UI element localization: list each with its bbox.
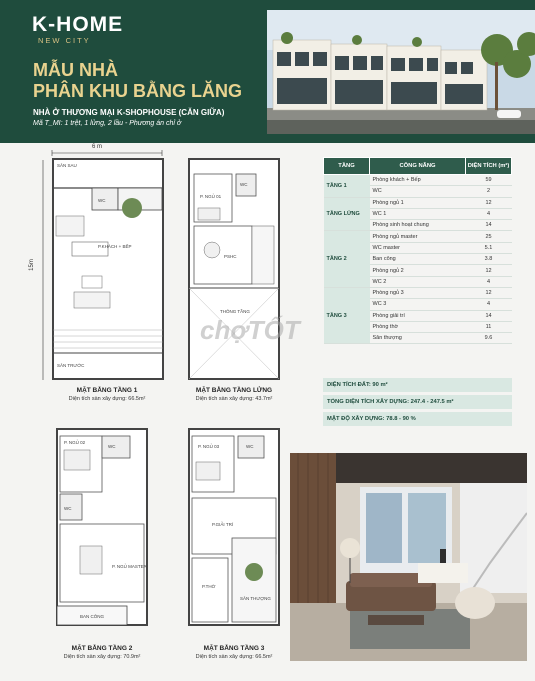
room-label: P. NGỦ 03 <box>198 444 220 449</box>
length-dimension: 15m <box>28 259 35 271</box>
function-cell: Phòng ngủ master <box>370 231 466 242</box>
table-row <box>324 197 512 208</box>
header-banner <box>0 0 535 143</box>
level-cell: TẦNG 1 <box>324 175 370 198</box>
density-summary: MẬT ĐỘ XÂY DỰNG: 78.8 - 90 % <box>323 412 512 426</box>
function-cell: Phòng ngủ 3 <box>370 287 466 298</box>
floor-plan-tang-1 <box>52 158 164 380</box>
area-cell: 2 <box>466 186 512 197</box>
plan-caption-tang-lung <box>179 387 289 402</box>
plan-title: MẶT BẰNG TẦNG 2 <box>71 645 133 652</box>
plan-title: MẶT BẰNG TẦNG 3 <box>203 645 265 652</box>
level-cell: TẦNG 2 <box>324 231 370 287</box>
room-label: BAN CÔNG <box>80 614 105 619</box>
exterior-render-image <box>267 10 535 134</box>
function-cell: Sân thượng <box>370 333 466 344</box>
room-label: WC <box>98 198 106 203</box>
plan-area-text: Diện tích sàn xây dựng: 66.5m² <box>195 654 273 660</box>
house-type-subtitle: NHÀ Ở THƯƠNG MẠI K-SHOPHOUSE (CĂN GIỮA) <box>33 108 225 117</box>
table-row <box>324 231 512 242</box>
area-cell: 5.1 <box>466 242 512 253</box>
floor-plan-tang-2 <box>56 428 148 640</box>
plan-caption-tang-3 <box>179 645 289 660</box>
area-cell: 3.8 <box>466 254 512 265</box>
page-title-line1: MẪU NHÀ <box>33 60 118 80</box>
floor-plan-tang-lung <box>188 158 280 380</box>
level-cell: TẦNG LỬNG <box>324 197 370 231</box>
room-label: THÔNG TẦNG <box>220 309 250 314</box>
room-label: P. NGỦ 02 <box>64 440 86 445</box>
room-label: P. NGỦ 01 <box>200 194 222 199</box>
function-cell: WC master <box>370 242 466 253</box>
table-row <box>324 175 512 186</box>
table-header: DIỆN TÍCH (m²) <box>466 158 512 175</box>
width-dimension-line <box>50 150 165 156</box>
room-label: P.THỜ <box>202 584 216 589</box>
area-cell: 59 <box>466 175 512 186</box>
area-cell: 12 <box>466 265 512 276</box>
function-cell: Ban công <box>370 254 466 265</box>
function-cell: Phòng sinh hoạt chung <box>370 220 466 231</box>
brand-name: K-HOME <box>32 13 124 36</box>
room-label: SÂN SAU <box>57 163 77 168</box>
table-row <box>324 287 512 298</box>
room-label: P.KHÁCH + BẾP <box>98 244 132 249</box>
width-dimension: 6 m <box>92 144 103 150</box>
length-dimension-line <box>40 160 46 380</box>
plan-caption-tang-1 <box>52 387 162 402</box>
area-cell: 4 <box>466 299 512 310</box>
brand-sub: NEW CITY <box>38 36 91 45</box>
land-area-summary: DIỆN TÍCH ĐẤT: 90 m² <box>323 378 512 392</box>
function-cell: Phòng thờ <box>370 321 466 332</box>
house-code-note: Mã T_MI: 1 trệt, 1 lửng, 2 lầu - Phương án chỉ ở <box>33 120 182 127</box>
total-area-summary: TỔNG DIỆN TÍCH XÂY DỰNG: 247.4 - 247.5 m² <box>323 395 512 409</box>
room-label: P.GIẢI TRÍ <box>212 522 234 527</box>
level-cell: TẦNG 3 <box>324 287 370 343</box>
room-label: P. NGỦ MASTER <box>112 564 147 569</box>
function-cell: WC 3 <box>370 299 466 310</box>
table-header: TẦNG <box>324 158 370 175</box>
area-cell: 4 <box>466 208 512 219</box>
function-cell: Phòng ngủ 2 <box>370 265 466 276</box>
room-label: SÂN THƯỢNG <box>240 596 271 601</box>
function-cell: Phòng giải trí <box>370 310 466 321</box>
area-cell: 9.6 <box>466 333 512 344</box>
area-cell: 25 <box>466 231 512 242</box>
room-label: WC <box>246 444 254 449</box>
function-cell: WC 1 <box>370 208 466 219</box>
interior-render-image <box>290 453 527 661</box>
area-cell: 12 <box>466 287 512 298</box>
function-cell: Phòng ngủ 1 <box>370 197 466 208</box>
plan-area-text: Diện tích sàn xây dựng: 70.9m² <box>63 654 141 660</box>
brand-logo <box>32 14 123 45</box>
page-title-line2: PHÂN KHU BẰNG LĂNG <box>33 81 242 101</box>
plan-area-text: Diện tích sàn xây dựng: 43.7m² <box>195 396 273 402</box>
room-label: SÂN TRƯỚC <box>57 363 85 368</box>
room-label: WC <box>64 506 72 511</box>
area-cell: 4 <box>466 276 512 287</box>
table-header-row <box>324 158 512 175</box>
area-cell: 14 <box>466 220 512 231</box>
area-table <box>323 157 512 344</box>
function-cell: WC 2 <box>370 276 466 287</box>
room-label: WC <box>108 444 116 449</box>
room-label: PSHC <box>224 254 237 259</box>
plan-title: MẶT BẰNG TẦNG LỬNG <box>195 387 273 394</box>
plan-caption-tang-2 <box>47 645 157 660</box>
area-cell: 14 <box>466 310 512 321</box>
floor-plan-tang-3 <box>188 428 280 640</box>
table-header: CÔNG NĂNG <box>370 158 466 175</box>
plan-area-text: Diện tích sàn xây dựng: 66.5m² <box>68 396 146 402</box>
room-label: WC <box>240 182 248 187</box>
area-cell: 12 <box>466 197 512 208</box>
watermark-text: chợTỐT <box>200 315 300 345</box>
plan-title: MẶT BẰNG TẦNG 1 <box>76 387 138 394</box>
function-cell: WC <box>370 186 466 197</box>
area-cell: 11 <box>466 321 512 332</box>
function-cell: Phòng khách + Bếp <box>370 175 466 186</box>
